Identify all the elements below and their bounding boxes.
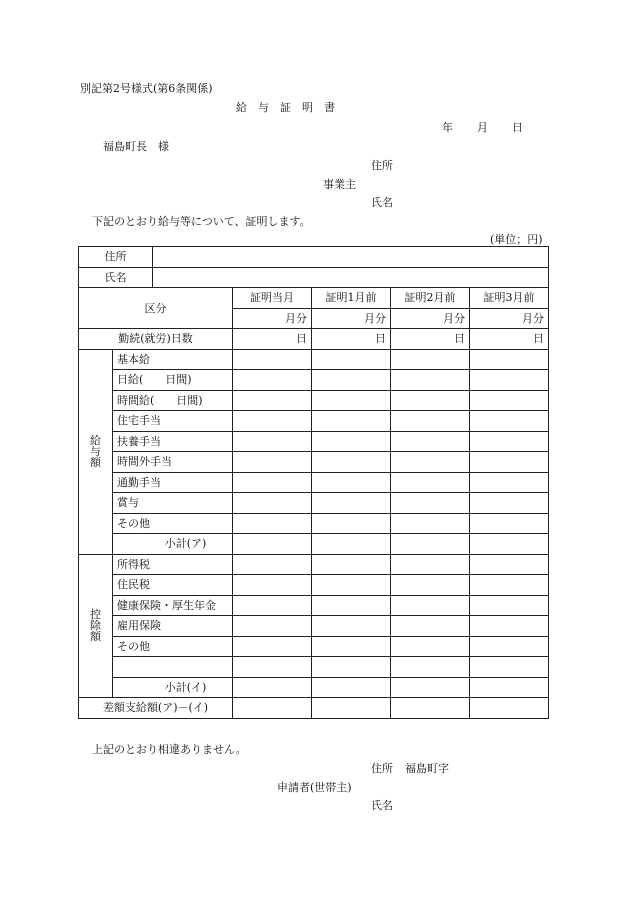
salary-subtotal-label: 小計(ア) <box>113 534 233 555</box>
applicant-name-label: 氏名 <box>371 799 393 812</box>
deduction-item-label: 健康保険・厚生年金 <box>113 595 233 616</box>
amount-cell[interactable] <box>312 370 391 391</box>
amount-cell[interactable] <box>391 513 470 534</box>
salary-subtotal-row <box>79 534 549 555</box>
applicant-address-label: 住所 <box>371 762 393 775</box>
date-day-label: 日 <box>512 121 523 134</box>
amount-cell[interactable] <box>391 575 470 596</box>
amount-cell[interactable] <box>391 677 470 698</box>
name-label: 氏名 <box>79 267 153 288</box>
amount-cell[interactable] <box>391 698 470 719</box>
salary-row <box>79 411 549 432</box>
deduction-row <box>79 554 549 575</box>
salary-group-label: 給 与 額 <box>79 349 113 554</box>
salary-certificate-table <box>78 246 549 719</box>
deduction-group-label: 控 除 額 <box>79 554 113 698</box>
amount-cell[interactable] <box>470 575 549 596</box>
amount-cell[interactable] <box>312 657 391 678</box>
amount-cell[interactable] <box>312 698 391 719</box>
amount-cell[interactable] <box>312 513 391 534</box>
deduction-item-label: 所得税 <box>113 554 233 575</box>
amount-cell[interactable] <box>470 534 549 555</box>
month-header: 証明当月 <box>233 288 312 309</box>
form-number: 別記第2号様式(第6条関係) <box>80 82 213 95</box>
amount-cell[interactable] <box>391 657 470 678</box>
deduction-row <box>79 575 549 596</box>
salary-row <box>79 349 549 370</box>
amount-cell[interactable] <box>470 431 549 452</box>
amount-cell[interactable] <box>470 390 549 411</box>
day-suffix[interactable]: 日 <box>470 329 549 350</box>
deduction-subtotal-row <box>79 677 549 698</box>
salary-row <box>79 452 549 473</box>
amount-cell[interactable] <box>312 349 391 370</box>
day-suffix[interactable]: 日 <box>233 329 312 350</box>
amount-cell[interactable] <box>312 493 391 514</box>
category-label: 区分 <box>79 288 233 329</box>
date-year-label: 年 <box>442 121 453 134</box>
amount-cell[interactable] <box>312 534 391 555</box>
address-field[interactable] <box>153 247 549 268</box>
amount-cell[interactable] <box>470 616 549 637</box>
amount-cell[interactable] <box>391 472 470 493</box>
deduction-subtotal-label: 小計(イ) <box>113 677 233 698</box>
amount-cell[interactable] <box>470 513 549 534</box>
amount-cell[interactable] <box>312 390 391 411</box>
salary-item-label: 時間外手当 <box>113 452 233 473</box>
salary-row <box>79 370 549 391</box>
month-suffix: 月分 <box>233 308 312 329</box>
amount-cell[interactable] <box>391 431 470 452</box>
salary-row <box>79 513 549 534</box>
amount-cell[interactable] <box>233 431 312 452</box>
amount-cell[interactable] <box>233 452 312 473</box>
name-field[interactable] <box>153 267 549 288</box>
amount-cell[interactable] <box>233 472 312 493</box>
deduction-item-label: その他 <box>113 636 233 657</box>
amount-cell[interactable] <box>470 472 549 493</box>
amount-cell[interactable] <box>470 452 549 473</box>
salary-row <box>79 431 549 452</box>
amount-cell[interactable] <box>312 595 391 616</box>
net-pay-row <box>79 698 549 719</box>
day-suffix[interactable]: 日 <box>312 329 391 350</box>
deduction-row <box>79 616 549 637</box>
address-row <box>79 247 549 268</box>
amount-cell[interactable] <box>312 452 391 473</box>
workdays-row <box>79 329 549 350</box>
amount-cell[interactable] <box>391 493 470 514</box>
month-suffix: 月分 <box>391 308 470 329</box>
salary-item-label: 通勤手当 <box>113 472 233 493</box>
amount-cell[interactable] <box>312 636 391 657</box>
amount-cell[interactable] <box>470 554 549 575</box>
amount-cell[interactable] <box>312 411 391 432</box>
unit-label: (単位；円) <box>490 233 543 246</box>
employer-label: 事業主 <box>323 178 356 191</box>
confirmation-statement: 上記のとおり相違ありません。 <box>92 743 247 756</box>
amount-cell[interactable] <box>470 657 549 678</box>
address-label: 住所 <box>79 247 153 268</box>
amount-cell[interactable] <box>391 616 470 637</box>
amount-cell[interactable] <box>233 513 312 534</box>
addressee: 福島町長 様 <box>103 140 169 153</box>
applicant-label: 申請者(世帯主) <box>277 781 352 794</box>
certification-statement: 下記のとおり給与等について、証明します。 <box>92 215 311 228</box>
salary-row <box>79 472 549 493</box>
amount-cell[interactable] <box>233 390 312 411</box>
deduction-row <box>79 636 549 657</box>
amount-cell[interactable] <box>233 698 312 719</box>
date-month-label: 月 <box>477 121 488 134</box>
deduction-item-label[interactable] <box>113 657 233 678</box>
amount-cell[interactable] <box>233 411 312 432</box>
applicant-address-value: 福島町字 <box>405 762 449 775</box>
salary-item-label: その他 <box>113 513 233 534</box>
amount-cell[interactable] <box>233 534 312 555</box>
amount-cell[interactable] <box>470 370 549 391</box>
amount-cell[interactable] <box>312 431 391 452</box>
amount-cell[interactable] <box>391 595 470 616</box>
amount-cell[interactable] <box>470 677 549 698</box>
amount-cell[interactable] <box>470 349 549 370</box>
amount-cell[interactable] <box>312 575 391 596</box>
amount-cell[interactable] <box>470 636 549 657</box>
amount-cell[interactable] <box>233 657 312 678</box>
amount-cell[interactable] <box>233 677 312 698</box>
salary-row <box>79 390 549 411</box>
amount-cell[interactable] <box>312 554 391 575</box>
deduction-item-label: 住民税 <box>113 575 233 596</box>
month-header: 証明1月前 <box>312 288 391 309</box>
amount-cell[interactable] <box>233 636 312 657</box>
amount-cell[interactable] <box>391 390 470 411</box>
document-title: 給 与 証 明 書 <box>236 101 335 114</box>
amount-cell[interactable] <box>391 452 470 473</box>
amount-cell[interactable] <box>391 349 470 370</box>
salary-item-label: 扶養手当 <box>113 431 233 452</box>
employer-address-label: 住所 <box>371 159 393 172</box>
amount-cell[interactable] <box>233 616 312 637</box>
amount-cell[interactable] <box>312 616 391 637</box>
month-suffix: 月分 <box>312 308 391 329</box>
month-header-row <box>79 288 549 309</box>
amount-cell[interactable] <box>470 493 549 514</box>
amount-cell[interactable] <box>470 698 549 719</box>
amount-cell[interactable] <box>391 636 470 657</box>
amount-cell[interactable] <box>391 554 470 575</box>
deduction-item-label: 雇用保険 <box>113 616 233 637</box>
month-header: 証明2月前 <box>391 288 470 309</box>
salary-item-label: 賞与 <box>113 493 233 514</box>
salary-row <box>79 493 549 514</box>
amount-cell[interactable] <box>233 575 312 596</box>
amount-cell[interactable] <box>312 677 391 698</box>
day-suffix[interactable]: 日 <box>391 329 470 350</box>
deduction-row <box>79 595 549 616</box>
amount-cell[interactable] <box>233 595 312 616</box>
amount-cell[interactable] <box>312 472 391 493</box>
name-row <box>79 267 549 288</box>
employer-name-label: 氏名 <box>371 196 393 209</box>
amount-cell[interactable] <box>233 370 312 391</box>
amount-cell[interactable] <box>391 370 470 391</box>
workdays-label: 勤続(就労)日数 <box>79 329 233 350</box>
amount-cell[interactable] <box>233 349 312 370</box>
deduction-row <box>79 657 549 678</box>
amount-cell[interactable] <box>233 554 312 575</box>
amount-cell[interactable] <box>391 534 470 555</box>
month-header: 証明3月前 <box>470 288 549 309</box>
salary-item-label: 基本給 <box>113 349 233 370</box>
salary-item-label: 日給( 日間) <box>113 370 233 391</box>
salary-item-label: 時間給( 日間) <box>113 390 233 411</box>
salary-item-label: 住宅手当 <box>113 411 233 432</box>
month-suffix: 月分 <box>470 308 549 329</box>
amount-cell[interactable] <box>391 411 470 432</box>
amount-cell[interactable] <box>470 595 549 616</box>
net-pay-label: 差額支給額(ア)－(イ) <box>79 698 233 719</box>
amount-cell[interactable] <box>233 493 312 514</box>
amount-cell[interactable] <box>470 411 549 432</box>
